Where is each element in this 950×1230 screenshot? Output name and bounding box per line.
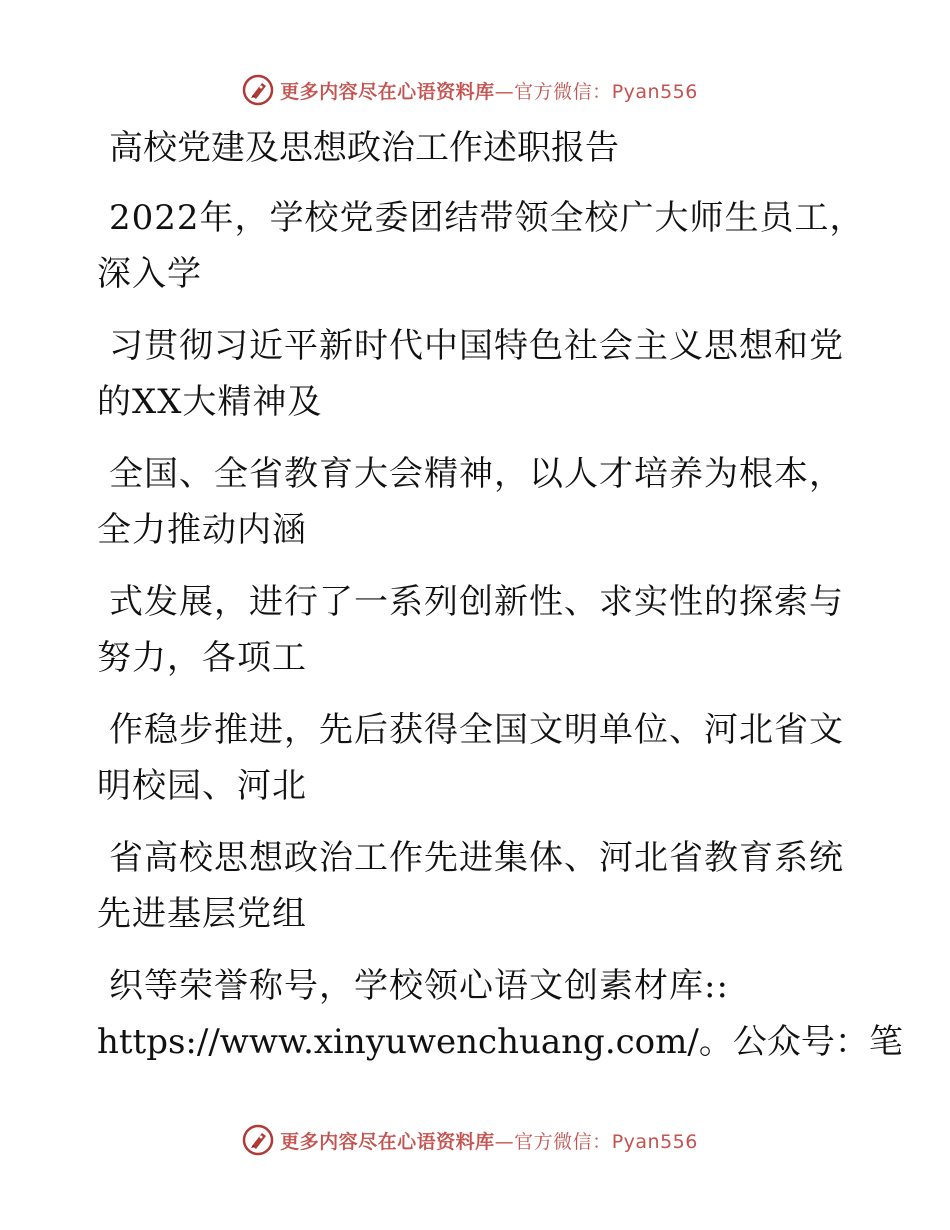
paragraph-line: 的XX大精神及 — [97, 382, 323, 422]
paragraph-line: 全国、全省教育大会精神，以人才培养为根本， — [109, 454, 844, 494]
paragraph — [97, 190, 865, 302]
paragraph-line: 全力推动内涵 — [97, 510, 307, 550]
paragraph-line: 努力，各项工 — [97, 638, 307, 678]
paragraph-line: 省高校思想政治工作先进集体、河北省教育系统 — [109, 838, 844, 878]
footer-banner — [0, 1120, 950, 1160]
pen-nib-logo-icon — [242, 1124, 274, 1156]
paragraph-line: 深入学 — [97, 254, 202, 294]
paragraph-line-url: https://www.xinyuwenchuang.com/。公众号：笔 — [97, 1022, 903, 1062]
pen-nib-logo-icon — [242, 74, 274, 106]
document-body — [97, 122, 903, 1086]
banner-wechat-id: Pyan556 — [611, 80, 698, 103]
paragraph — [97, 446, 857, 558]
footer-banner-text — [280, 1127, 698, 1154]
paragraph-line: 织等荣誉称号，学校领心语文创素材库:: — [109, 966, 729, 1006]
paragraph-line: 式发展，进行了一系列创新性、求实性的探索与 — [109, 582, 844, 622]
paragraph-line: 习贯彻习近平新时代中国特色社会主义思想和党 — [109, 326, 844, 366]
paragraph — [97, 574, 857, 686]
banner-separator: — — [494, 1130, 515, 1153]
banner-wechat-label: 官方微信： — [514, 80, 612, 103]
banner-site-name: 更多内容尽在心语资料库 — [280, 1130, 495, 1153]
paragraph-line: 明校园、河北 — [97, 766, 307, 806]
banner-wechat-id: Pyan556 — [611, 1130, 698, 1153]
header-banner-text — [280, 77, 698, 104]
banner-site-name: 更多内容尽在心语资料库 — [280, 80, 495, 103]
paragraph-line: 先进基层党组 — [97, 894, 307, 934]
paragraph-line: 2022年，学校党委团结带领全校广大师生员工， — [109, 198, 865, 238]
header-banner — [0, 70, 950, 110]
paragraph — [97, 318, 857, 430]
paragraph — [97, 702, 857, 814]
paragraph-line: 作稳步推进，先后获得全国文明单位、河北省文 — [109, 710, 844, 750]
banner-wechat-label: 官方微信： — [514, 1130, 612, 1153]
document-title: 高校党建及思想政治工作述职报告 — [109, 128, 619, 168]
banner-separator: — — [494, 80, 515, 103]
paragraph — [97, 830, 857, 942]
paragraph — [97, 958, 903, 1070]
